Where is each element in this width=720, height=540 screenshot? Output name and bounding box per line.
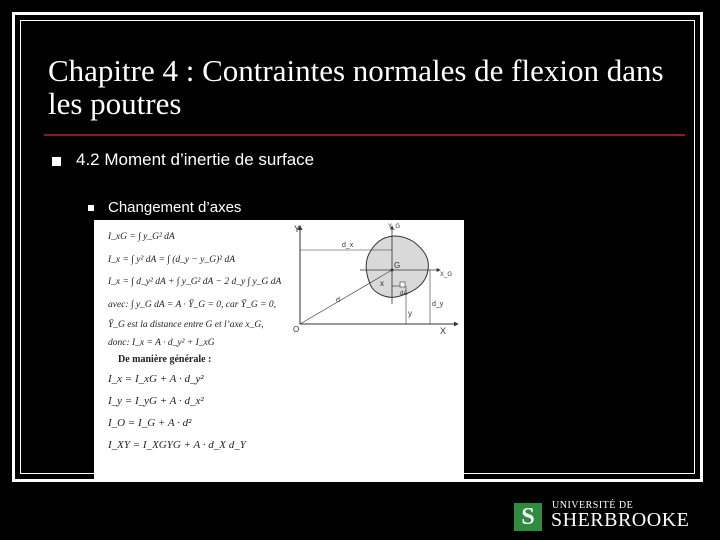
parallel-axis-figure <box>94 220 464 480</box>
formula-line: I_xG = ∫ y_G² dA <box>108 232 175 242</box>
label-O: O <box>293 325 300 334</box>
label-y: y <box>408 309 412 318</box>
label-dy: d_y <box>432 301 444 308</box>
slide-title: Chapitre 4 : Contraintes normales de flexion dans les poutres <box>48 53 664 121</box>
general-formula-line: I_XY = I_XGYG + A · d_X d_Y <box>108 439 246 451</box>
label-xG: X_G <box>440 272 453 278</box>
formula-block <box>108 224 301 456</box>
axes-diagram <box>290 220 464 350</box>
formula-line: donc: I_x = A · d_y² + I_xG <box>108 338 215 348</box>
logo-main-text: SHERBROOKE <box>551 509 690 531</box>
label-d: d <box>336 297 340 304</box>
formula-line: Ȳ_G est la distance entre G et l’axe x_G, <box>108 320 264 330</box>
general-formula-line: I_x = I_xG + A · d_y² <box>108 373 204 385</box>
formula-line: I_x = ∫ d_y² dA + ∫ y_G² dA − 2 d_y ∫ y_G dA <box>108 277 282 287</box>
general-heading: De manière générale : <box>118 354 212 365</box>
label-Y: Y <box>294 224 301 234</box>
bullet-square-icon <box>52 157 61 166</box>
label-dA: dA <box>400 291 408 297</box>
label-dx: d_x <box>342 242 354 249</box>
title-divider <box>44 134 685 136</box>
university-logo <box>514 498 704 534</box>
d-line <box>300 270 392 324</box>
formula-line: I_x = ∫ y² dA = ∫ (d_y − y_G)² dA <box>108 254 236 265</box>
general-formula-line: I_y = I_yG + A · d_x² <box>108 395 204 407</box>
logo-top-text: UNIVERSITÉ DE <box>552 500 634 511</box>
formula-line: avec: ∫ y_G dA = A · Ȳ_G = 0, car Ȳ_G = 0, <box>108 299 277 310</box>
da-element <box>400 282 405 287</box>
label-yG: Y_G <box>388 224 401 230</box>
label-X: X <box>440 326 447 336</box>
label-G: G <box>394 261 401 270</box>
general-formula-line: I_O = I_G + A · d² <box>108 417 192 429</box>
logo-letter: S <box>521 504 535 530</box>
sub-bullet-square-icon <box>88 205 94 211</box>
label-x: x <box>380 279 384 288</box>
bullet-text-level1: 4.2 Moment d’inertie de surface <box>76 150 315 169</box>
bullet-text-level2: Changement d’axes <box>108 199 242 216</box>
